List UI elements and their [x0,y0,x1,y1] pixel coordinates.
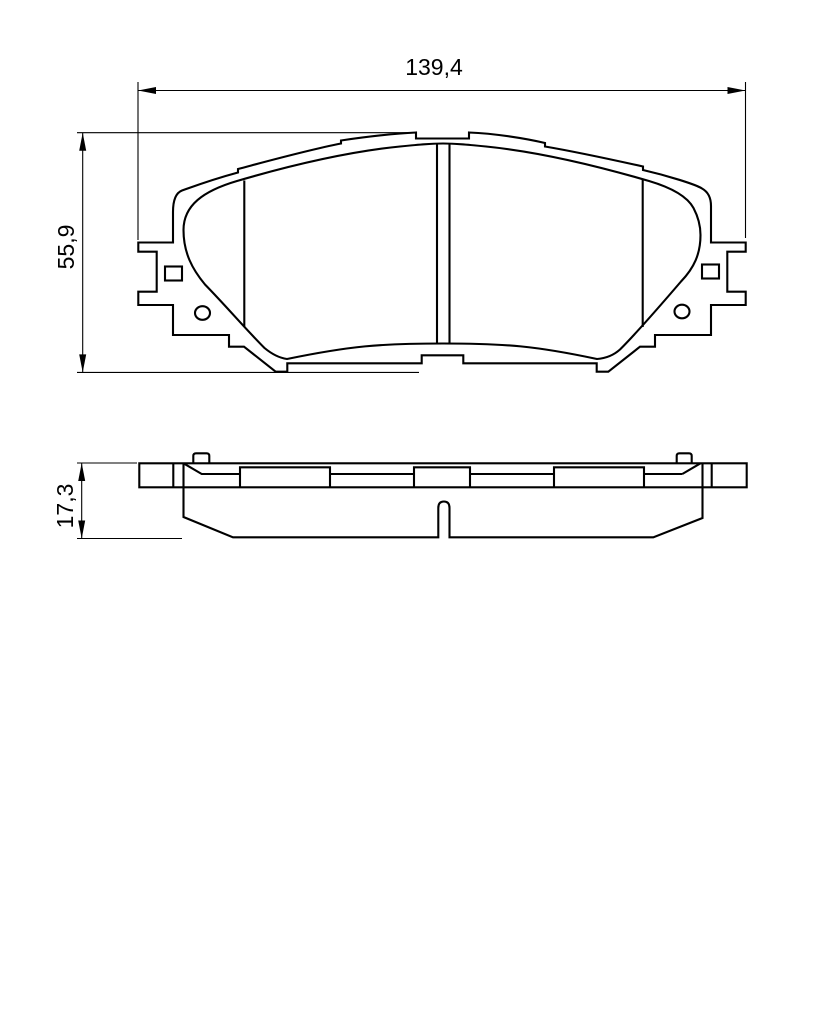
side-left-end-lines [173,463,183,487]
dimension-height-label: 55,9 [53,224,79,270]
side-shim-left-diagonal [184,463,241,474]
side-right-tab [677,453,692,463]
side-right-end-lines [703,463,712,487]
dimension-thickness-arrow-top [78,463,85,481]
side-friction-material [184,487,703,537]
side-left-tab [193,453,209,463]
dimension-height-extension-lines [77,133,419,373]
dimension-thickness-extension-lines [77,463,182,539]
left-round-hole [195,306,210,320]
dimension-thickness [52,463,182,539]
front-view [138,133,745,372]
side-shim-segment-3 [554,467,644,487]
dimension-height-arrow-bottom [79,354,86,372]
dimension-height [53,133,419,373]
dimension-thickness-label: 17,3 [52,483,78,529]
side-shim-segment-1 [240,467,330,487]
right-square-hole [702,265,719,279]
side-shim-right-diagonal [644,463,701,474]
backing-plate-outline [138,133,745,372]
side-shim-segment-2 [414,467,470,487]
dimension-width-arrow-left [138,87,156,94]
dimension-width [138,54,746,240]
right-round-hole [675,305,690,319]
dimension-width-label: 139,4 [405,54,463,80]
left-square-hole [165,267,182,281]
side-view [139,453,746,537]
dimension-height-arrow-top [79,133,86,151]
dimension-thickness-arrow-bottom [78,521,85,539]
friction-material-outline [184,144,701,360]
dimension-width-extension-lines [138,82,746,240]
dimension-width-arrow-right [728,87,746,94]
